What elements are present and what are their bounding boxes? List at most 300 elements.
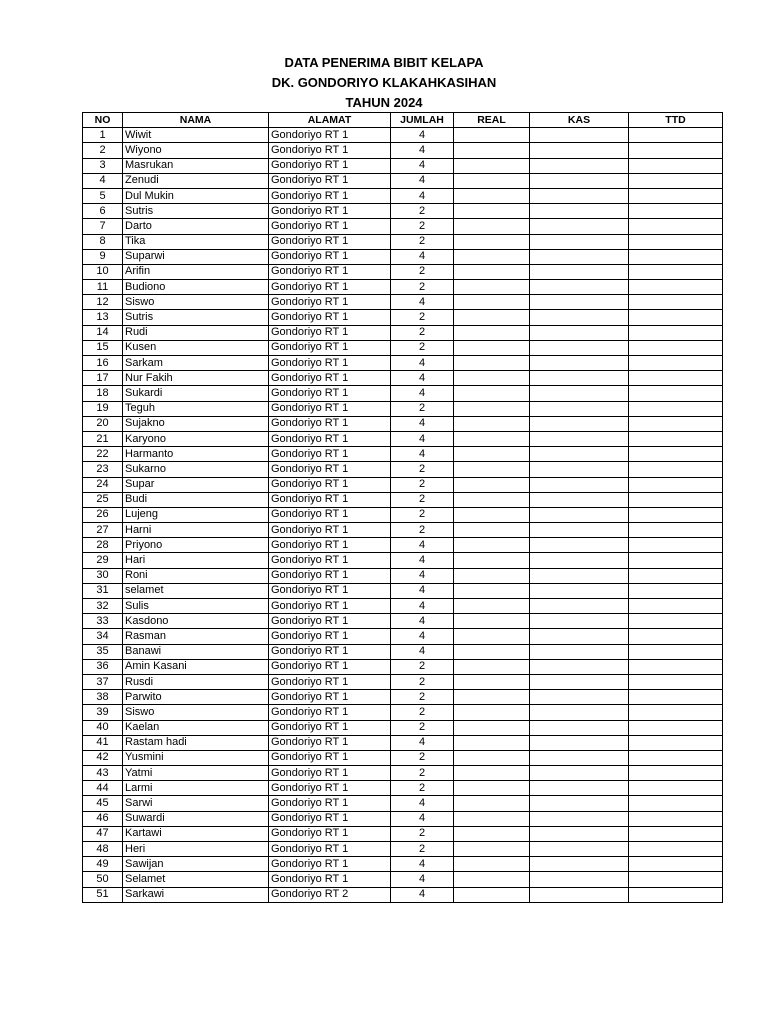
cell-real (454, 781, 530, 796)
cell-jumlah: 4 (391, 887, 454, 902)
table-row (83, 766, 723, 781)
cell-jumlah: 4 (391, 371, 454, 386)
cell-real (454, 401, 530, 416)
table-row (83, 568, 723, 583)
cell-alamat: Gondoriyo RT 1 (269, 796, 391, 811)
cell-ttd (629, 462, 723, 477)
cell-ttd (629, 583, 723, 598)
cell-ttd (629, 234, 723, 249)
table-row (83, 325, 723, 340)
cell-kas (530, 447, 629, 462)
cell-alamat: Gondoriyo RT 1 (269, 629, 391, 644)
cell-jumlah: 4 (391, 158, 454, 173)
cell-kas (530, 462, 629, 477)
cell-kas (530, 188, 629, 203)
cell-ttd (629, 158, 723, 173)
cell-nama: Rudi (123, 325, 269, 340)
cell-no: 13 (83, 310, 123, 325)
table-body (83, 128, 723, 903)
cell-nama: Yatmi (123, 766, 269, 781)
cell-nama: Sarkawi (123, 887, 269, 902)
cell-ttd (629, 811, 723, 826)
cell-no: 3 (83, 158, 123, 173)
cell-real (454, 872, 530, 887)
cell-ttd (629, 599, 723, 614)
cell-nama: Hari (123, 553, 269, 568)
cell-jumlah: 2 (391, 523, 454, 538)
cell-real (454, 188, 530, 203)
table-row (83, 583, 723, 598)
cell-alamat: Gondoriyo RT 1 (269, 173, 391, 188)
recipient-table (82, 112, 723, 903)
cell-no: 23 (83, 462, 123, 477)
cell-nama: Siswo (123, 705, 269, 720)
cell-real (454, 599, 530, 614)
cell-no: 48 (83, 842, 123, 857)
cell-jumlah: 2 (391, 507, 454, 522)
cell-ttd (629, 416, 723, 431)
cell-no: 29 (83, 553, 123, 568)
table-row (83, 887, 723, 902)
table-row (83, 750, 723, 765)
cell-jumlah: 2 (391, 674, 454, 689)
cell-jumlah: 4 (391, 811, 454, 826)
cell-jumlah: 2 (391, 264, 454, 279)
cell-ttd (629, 614, 723, 629)
cell-no: 6 (83, 204, 123, 219)
cell-real (454, 538, 530, 553)
cell-ttd (629, 796, 723, 811)
table-row (83, 492, 723, 507)
cell-ttd (629, 477, 723, 492)
cell-jumlah: 4 (391, 796, 454, 811)
cell-alamat: Gondoriyo RT 1 (269, 416, 391, 431)
table-row (83, 264, 723, 279)
cell-nama: Harmanto (123, 447, 269, 462)
cell-nama: Tika (123, 234, 269, 249)
cell-nama: Sukardi (123, 386, 269, 401)
cell-real (454, 705, 530, 720)
cell-alamat: Gondoriyo RT 1 (269, 538, 391, 553)
cell-alamat: Gondoriyo RT 1 (269, 128, 391, 143)
cell-nama: Larmi (123, 781, 269, 796)
cell-alamat: Gondoriyo RT 1 (269, 310, 391, 325)
cell-jumlah: 2 (391, 720, 454, 735)
cell-real (454, 750, 530, 765)
table-row (83, 219, 723, 234)
cell-alamat: Gondoriyo RT 1 (269, 826, 391, 841)
table-row (83, 143, 723, 158)
cell-ttd (629, 750, 723, 765)
cell-nama: Harni (123, 523, 269, 538)
cell-jumlah: 2 (391, 401, 454, 416)
cell-kas (530, 492, 629, 507)
cell-ttd (629, 735, 723, 750)
cell-jumlah: 2 (391, 781, 454, 796)
cell-kas (530, 371, 629, 386)
cell-real (454, 553, 530, 568)
cell-kas (530, 826, 629, 841)
cell-no: 18 (83, 386, 123, 401)
table-row (83, 386, 723, 401)
table-row (83, 234, 723, 249)
cell-jumlah: 2 (391, 219, 454, 234)
cell-jumlah: 4 (391, 447, 454, 462)
cell-nama: Rusdi (123, 674, 269, 689)
cell-nama: Budiono (123, 280, 269, 295)
cell-ttd (629, 401, 723, 416)
table-row (83, 659, 723, 674)
cell-jumlah: 4 (391, 188, 454, 203)
cell-kas (530, 143, 629, 158)
cell-real (454, 644, 530, 659)
table-row (83, 371, 723, 386)
cell-kas (530, 705, 629, 720)
cell-no: 36 (83, 659, 123, 674)
cell-real (454, 523, 530, 538)
cell-kas (530, 264, 629, 279)
title-line-2: DK. GONDORIYO KLAKAHKASIHAN (271, 75, 497, 90)
cell-nama: Sawijan (123, 857, 269, 872)
table-row (83, 705, 723, 720)
cell-alamat: Gondoriyo RT 1 (269, 857, 391, 872)
cell-kas (530, 523, 629, 538)
cell-kas (530, 644, 629, 659)
cell-real (454, 659, 530, 674)
cell-alamat: Gondoriyo RT 1 (269, 447, 391, 462)
header-no: NO (83, 113, 123, 128)
cell-nama: Nur Fakih (123, 371, 269, 386)
cell-nama: Siswo (123, 295, 269, 310)
cell-no: 4 (83, 173, 123, 188)
cell-jumlah: 4 (391, 872, 454, 887)
cell-real (454, 447, 530, 462)
cell-kas (530, 796, 629, 811)
cell-ttd (629, 249, 723, 264)
cell-no: 14 (83, 325, 123, 340)
cell-alamat: Gondoriyo RT 1 (269, 872, 391, 887)
cell-ttd (629, 629, 723, 644)
cell-no: 28 (83, 538, 123, 553)
cell-alamat: Gondoriyo RT 1 (269, 386, 391, 401)
cell-real (454, 128, 530, 143)
cell-jumlah: 4 (391, 614, 454, 629)
cell-nama: Dul Mukin (123, 188, 269, 203)
cell-no: 34 (83, 629, 123, 644)
table-row (83, 720, 723, 735)
cell-alamat: Gondoriyo RT 1 (269, 811, 391, 826)
cell-jumlah: 4 (391, 568, 454, 583)
cell-alamat: Gondoriyo RT 1 (269, 705, 391, 720)
cell-real (454, 219, 530, 234)
cell-real (454, 431, 530, 446)
cell-ttd (629, 674, 723, 689)
cell-nama: Arifin (123, 264, 269, 279)
cell-alamat: Gondoriyo RT 1 (269, 766, 391, 781)
table-row (83, 674, 723, 689)
cell-alamat: Gondoriyo RT 1 (269, 219, 391, 234)
table-row (83, 553, 723, 568)
cell-no: 12 (83, 295, 123, 310)
cell-kas (530, 629, 629, 644)
table-row (83, 826, 723, 841)
cell-no: 38 (83, 690, 123, 705)
cell-nama: Sujakno (123, 416, 269, 431)
cell-jumlah: 2 (391, 690, 454, 705)
table-row (83, 614, 723, 629)
cell-jumlah: 2 (391, 234, 454, 249)
cell-alamat: Gondoriyo RT 1 (269, 462, 391, 477)
cell-real (454, 735, 530, 750)
cell-nama: Wiwit (123, 128, 269, 143)
cell-ttd (629, 842, 723, 857)
cell-kas (530, 720, 629, 735)
cell-no: 39 (83, 705, 123, 720)
cell-ttd (629, 857, 723, 872)
cell-real (454, 507, 530, 522)
cell-nama: Sarwi (123, 796, 269, 811)
cell-jumlah: 4 (391, 416, 454, 431)
cell-no: 40 (83, 720, 123, 735)
cell-nama: Rasman (123, 629, 269, 644)
cell-real (454, 310, 530, 325)
cell-nama: Kartawi (123, 826, 269, 841)
cell-jumlah: 2 (391, 204, 454, 219)
cell-kas (530, 204, 629, 219)
cell-alamat: Gondoriyo RT 1 (269, 659, 391, 674)
cell-jumlah: 4 (391, 583, 454, 598)
header-row (83, 113, 723, 128)
cell-no: 16 (83, 356, 123, 371)
table-row (83, 644, 723, 659)
cell-real (454, 811, 530, 826)
cell-ttd (629, 188, 723, 203)
cell-kas (530, 310, 629, 325)
cell-no: 51 (83, 887, 123, 902)
cell-ttd (629, 143, 723, 158)
cell-real (454, 492, 530, 507)
cell-real (454, 325, 530, 340)
table-row (83, 872, 723, 887)
cell-ttd (629, 538, 723, 553)
cell-no: 9 (83, 249, 123, 264)
cell-nama: Teguh (123, 401, 269, 416)
cell-jumlah: 2 (391, 842, 454, 857)
cell-real (454, 857, 530, 872)
cell-alamat: Gondoriyo RT 1 (269, 599, 391, 614)
cell-real (454, 158, 530, 173)
cell-jumlah: 4 (391, 173, 454, 188)
cell-alamat: Gondoriyo RT 1 (269, 781, 391, 796)
cell-ttd (629, 644, 723, 659)
cell-ttd (629, 781, 723, 796)
cell-no: 24 (83, 477, 123, 492)
header-nama: NAMA (123, 113, 269, 128)
cell-ttd (629, 280, 723, 295)
cell-jumlah: 4 (391, 629, 454, 644)
cell-kas (530, 659, 629, 674)
cell-alamat: Gondoriyo RT 1 (269, 431, 391, 446)
table-row (83, 462, 723, 477)
cell-nama: Sutris (123, 310, 269, 325)
cell-ttd (629, 568, 723, 583)
table-row (83, 295, 723, 310)
cell-real (454, 143, 530, 158)
cell-jumlah: 2 (391, 750, 454, 765)
cell-jumlah: 4 (391, 553, 454, 568)
cell-real (454, 295, 530, 310)
cell-real (454, 234, 530, 249)
cell-alamat: Gondoriyo RT 1 (269, 188, 391, 203)
cell-kas (530, 356, 629, 371)
cell-no: 7 (83, 219, 123, 234)
cell-ttd (629, 523, 723, 538)
cell-real (454, 720, 530, 735)
cell-nama: Supar (123, 477, 269, 492)
cell-alamat: Gondoriyo RT 1 (269, 750, 391, 765)
cell-alamat: Gondoriyo RT 1 (269, 568, 391, 583)
cell-no: 1 (83, 128, 123, 143)
cell-alamat: Gondoriyo RT 1 (269, 614, 391, 629)
cell-ttd (629, 887, 723, 902)
cell-no: 47 (83, 826, 123, 841)
cell-nama: Sulis (123, 599, 269, 614)
cell-real (454, 264, 530, 279)
cell-nama: Suwardi (123, 811, 269, 826)
cell-ttd (629, 690, 723, 705)
cell-no: 27 (83, 523, 123, 538)
cell-kas (530, 599, 629, 614)
table-row (83, 477, 723, 492)
cell-real (454, 356, 530, 371)
cell-nama: Budi (123, 492, 269, 507)
cell-kas (530, 416, 629, 431)
cell-kas (530, 538, 629, 553)
cell-jumlah: 4 (391, 538, 454, 553)
cell-kas (530, 158, 629, 173)
table-row (83, 249, 723, 264)
cell-jumlah: 2 (391, 280, 454, 295)
cell-kas (530, 173, 629, 188)
cell-ttd (629, 310, 723, 325)
cell-ttd (629, 659, 723, 674)
cell-alamat: Gondoriyo RT 1 (269, 492, 391, 507)
cell-jumlah: 2 (391, 492, 454, 507)
cell-no: 37 (83, 674, 123, 689)
cell-alamat: Gondoriyo RT 1 (269, 674, 391, 689)
table-row (83, 507, 723, 522)
cell-kas (530, 842, 629, 857)
cell-real (454, 280, 530, 295)
cell-no: 10 (83, 264, 123, 279)
cell-nama: Sutris (123, 204, 269, 219)
cell-nama: Amin Kasani (123, 659, 269, 674)
cell-real (454, 614, 530, 629)
cell-kas (530, 872, 629, 887)
cell-real (454, 477, 530, 492)
cell-ttd (629, 356, 723, 371)
cell-jumlah: 2 (391, 659, 454, 674)
cell-nama: Kusen (123, 340, 269, 355)
cell-kas (530, 750, 629, 765)
cell-jumlah: 2 (391, 766, 454, 781)
cell-alamat: Gondoriyo RT 1 (269, 735, 391, 750)
cell-kas (530, 280, 629, 295)
table-row (83, 811, 723, 826)
cell-nama: Rastam hadi (123, 735, 269, 750)
table-row (83, 416, 723, 431)
cell-ttd (629, 173, 723, 188)
cell-jumlah: 4 (391, 386, 454, 401)
table-row (83, 538, 723, 553)
cell-no: 43 (83, 766, 123, 781)
cell-no: 41 (83, 735, 123, 750)
cell-alamat: Gondoriyo RT 1 (269, 280, 391, 295)
table-row (83, 523, 723, 538)
cell-kas (530, 553, 629, 568)
cell-no: 5 (83, 188, 123, 203)
cell-alamat: Gondoriyo RT 1 (269, 158, 391, 173)
cell-no: 42 (83, 750, 123, 765)
cell-alamat: Gondoriyo RT 1 (269, 644, 391, 659)
table-row (83, 599, 723, 614)
cell-alamat: Gondoriyo RT 1 (269, 356, 391, 371)
cell-kas (530, 249, 629, 264)
cell-kas (530, 614, 629, 629)
cell-nama: Heri (123, 842, 269, 857)
cell-ttd (629, 705, 723, 720)
table-row (83, 781, 723, 796)
cell-kas (530, 234, 629, 249)
cell-kas (530, 401, 629, 416)
cell-alamat: Gondoriyo RT 1 (269, 340, 391, 355)
table-row (83, 310, 723, 325)
cell-alamat: Gondoriyo RT 1 (269, 583, 391, 598)
cell-nama: Zenudi (123, 173, 269, 188)
table-row (83, 629, 723, 644)
cell-no: 11 (83, 280, 123, 295)
table-row (83, 188, 723, 203)
cell-no: 22 (83, 447, 123, 462)
cell-alamat: Gondoriyo RT 1 (269, 371, 391, 386)
cell-ttd (629, 325, 723, 340)
cell-jumlah: 2 (391, 340, 454, 355)
table-row (83, 857, 723, 872)
table-row (83, 431, 723, 446)
cell-jumlah: 4 (391, 644, 454, 659)
cell-ttd (629, 507, 723, 522)
cell-jumlah: 4 (391, 249, 454, 264)
table-row (83, 842, 723, 857)
cell-alamat: Gondoriyo RT 1 (269, 234, 391, 249)
document-title (0, 53, 768, 113)
cell-real (454, 462, 530, 477)
cell-real (454, 371, 530, 386)
cell-no: 25 (83, 492, 123, 507)
cell-real (454, 826, 530, 841)
table-row (83, 735, 723, 750)
cell-alamat: Gondoriyo RT 1 (269, 477, 391, 492)
cell-kas (530, 431, 629, 446)
cell-jumlah: 4 (391, 599, 454, 614)
cell-ttd (629, 553, 723, 568)
cell-real (454, 766, 530, 781)
cell-no: 21 (83, 431, 123, 446)
cell-kas (530, 857, 629, 872)
cell-no: 15 (83, 340, 123, 355)
cell-real (454, 204, 530, 219)
cell-real (454, 887, 530, 902)
